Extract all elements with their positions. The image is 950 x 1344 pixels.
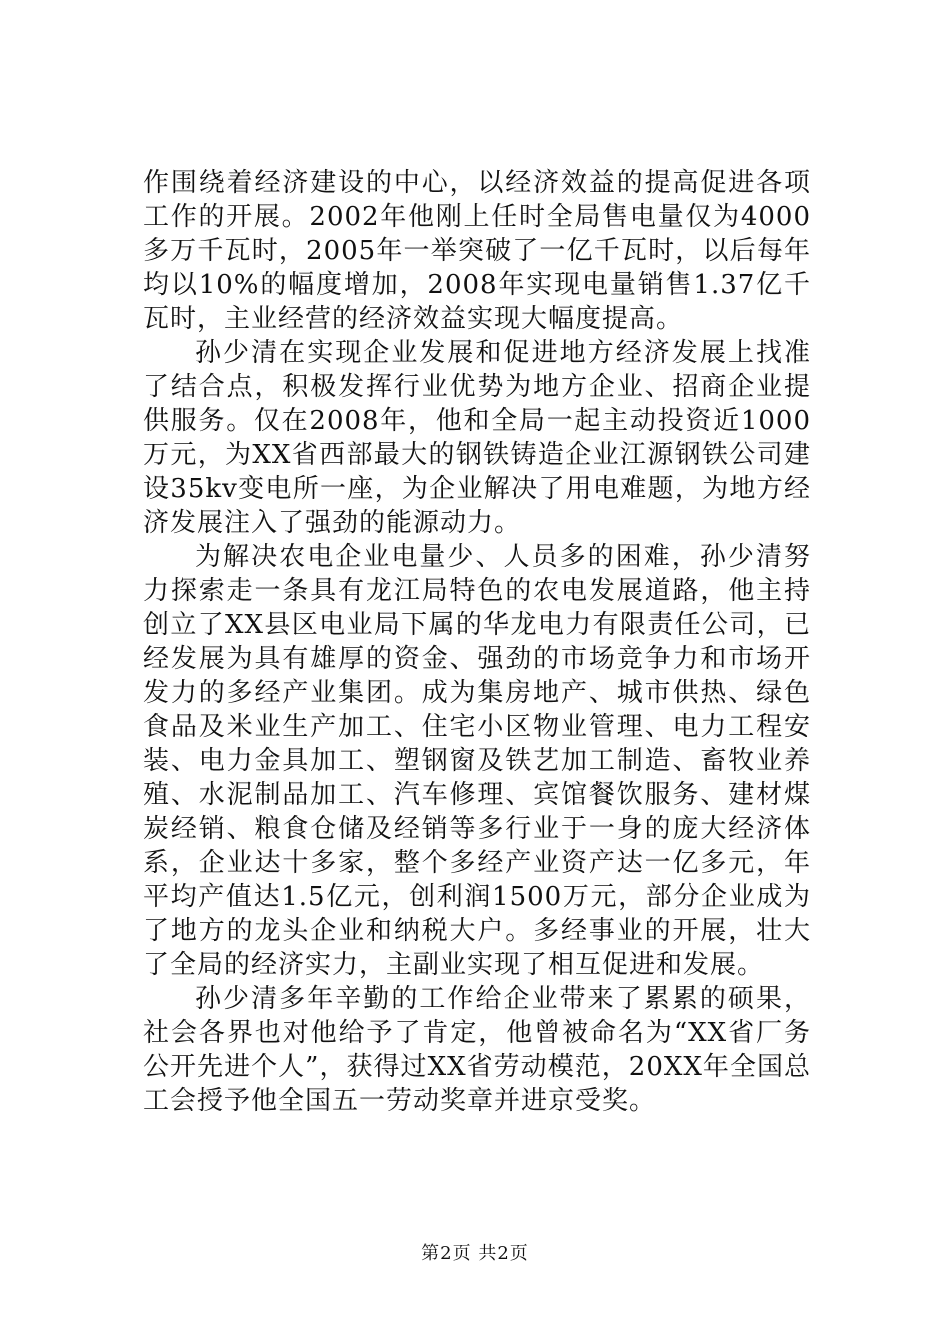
paragraph-diversified-industry: 为解决农电企业电量少、人员多的困难，孙少清努力探索走一条具有龙江局特色的农电发展道路，他主持创立了XX县区电业局下属的华龙电力有限责任公司，已经发展为具有雄厚的资金、强劲的市场竞争力和市场开发力的多经产业集团。成为集房地产、城市供热、绿色食品及米业生产加工、住宅小区物业管理、电力工程安装、电力金具加工、塑钢窗及铁艺加工制造、畜牧业养殖、水泥制品加工、汽车修理、宾馆餐饮服务、建材煤炭经销、粮食仓储及经销等多行业于一身的庞大经济体系，企业达十多家，整个多经产业资产达一亿多元，年平均产值达1.5亿元，创利润1500万元，部分企业成为了地方的龙头企业和纳税大户。多经事业的开展，壮大了全局的经济实力，主副业实现了相互促进和发展。 [143, 542, 811, 980]
paragraph-honors: 孙少清多年辛勤的工作给企业带来了累累的硕果，社会各界也对他给予了肯定，他曾被命名为“XX省厂务公开先进个人”，获得过XX省劳动模范，20XX年全国总工会授予他全国五一劳动奖章并进京受奖。 [143, 984, 811, 1116]
page-footer [0, 1242, 950, 1266]
document-body [143, 166, 811, 1118]
page-number-label: 第2页 共2页 [421, 1243, 529, 1264]
paragraph-continuation: 作围绕着经济建设的中心，以经济效益的提高促进各项工作的开展。2002年他刚上任时全局售电量仅为4000多万千瓦时，2005年一举突破了一亿千瓦时，以后每年均以10%的幅度增加，2008年实现电量销售1.37亿千瓦时，主业经营的经济效益实现大幅度提高。 [143, 168, 811, 334]
paragraph-economic-cooperation: 孙少清在实现企业发展和促进地方经济发展上找准了结合点，积极发挥行业优势为地方企业、招商企业提供服务。仅在2008年，他和全局一起主动投资近1000万元，为XX省西部最大的钢铁铸造企业江源钢铁公司建设35kv变电所一座，为企业解决了用电难题，为地方经济发展注入了强劲的能源动力。 [143, 338, 811, 538]
